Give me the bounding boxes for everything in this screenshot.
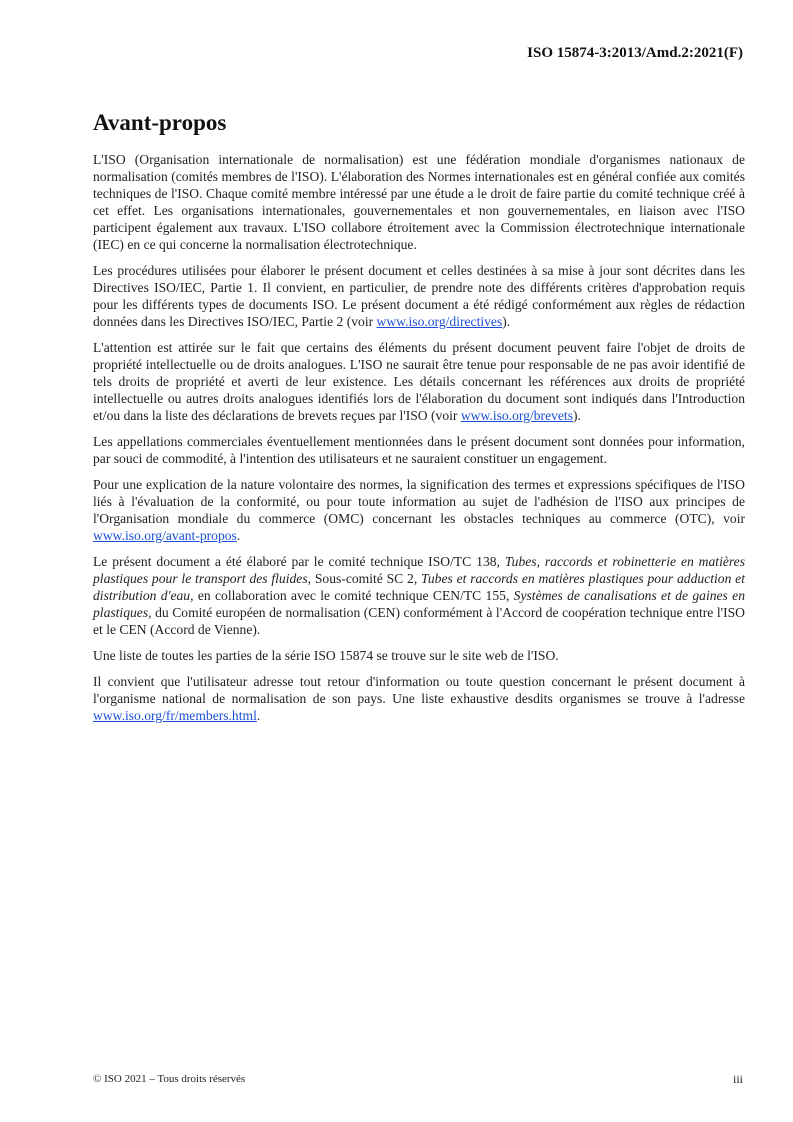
document-id-header: ISO 15874-3:2013/Amd.2:2021(F) (527, 45, 743, 61)
footer-copyright: © ISO 2021 – Tous droits réservés (93, 1073, 246, 1085)
foreword-body (93, 151, 745, 733)
subcommittee-title: Tubes et raccords en matières plastiques pour adduction et distribution d'eau, (93, 571, 745, 603)
paragraph-text: ). (573, 408, 581, 423)
paragraph-series-list: Une liste de toutes les parties de la série ISO 15874 se trouve sur le site web de l'ISO. (93, 648, 559, 663)
paragraph-text: en collaboration avec le comité technique CEN/TC 155, (193, 588, 514, 603)
link-avant-propos[interactable]: www.iso.org/avant-propos (93, 528, 237, 543)
page-title: Avant-propos (93, 110, 227, 135)
paragraph-iso-intro: L'ISO (Organisation internationale de normalisation) est une fédération mondiale d'organismes nationaux de normalisation (comités membres de l'ISO). L'élaboration des Normes internationales est en général confiée aux comités techniques de l'ISO. Chaque comité membre intéressé par une étude a le droit de faire partie du comité technique créé à cet effet. Les organisations internationales, gouvernementales et non gouvernementales, en liaison avec l'ISO participent également aux travaux. L'ISO collabore étroitement avec la Commission électrotechnique internationale (IEC) en ce qui concerne la normalisation électrotechnique. (93, 152, 745, 252)
paragraph-text: . (236, 528, 241, 543)
paragraph-text: , Sous-comité SC 2, (307, 571, 422, 586)
page-number: iii (732, 1072, 743, 1086)
paragraph-committee (93, 553, 745, 638)
committee-title: Tubes, raccords et robinetterie en matières plastiques pour le transport des fluides (93, 554, 745, 586)
paragraph-text: du Comité européen de normalisation (CEN) conformément à l'Accord de coopération technique entre l'ISO et le CEN (Accord de Vienne). (93, 605, 745, 637)
paragraph-patents (93, 339, 745, 424)
paragraph-voluntary-nature (93, 476, 745, 544)
paragraph-feedback (93, 673, 745, 724)
link-members[interactable]: www.iso.org/fr/members.html (93, 708, 257, 723)
link-directives[interactable]: www.iso.org/directives (376, 314, 503, 329)
link-brevets[interactable]: www.iso.org/brevets (460, 408, 573, 423)
paragraph-text: Le présent document a été élaboré par le comité technique ISO/TC 138, (93, 554, 505, 569)
paragraph-text: Pour une explication de la nature volontaire des normes, la signification des termes et expressions spécifiques de l'ISO liés à l'évaluation de la conformité, ou pour toute information au sujet de l'adhésion de l'ISO aux principes de l'Organisation mondiale du commerce (OMC) concernant les obstacles techniques au commerce (OTC), voir (93, 477, 745, 526)
cen-committee-title: Systèmes de canalisations et de gaines en plastiques, (93, 588, 745, 620)
paragraph-text: ). (502, 314, 511, 329)
paragraph-text: Les procédures utilisées pour élaborer le présent document et celles destinées à sa mise à jour sont décrites dans les Directives ISO/IEC, Partie 1. Il convient, en particulier, de prendre note des différents critères d'approbation requis pour les différents types de documents ISO. Le présent document a été rédigé conformément aux règles de rédaction données dans les Directives ISO/IEC, Partie 2 (voir (93, 263, 745, 329)
paragraph-text: . (256, 708, 261, 723)
paragraph-procedures (93, 262, 745, 330)
paragraph-text: Il convient que l'utilisateur adresse tout retour d'information ou toute question concernant le présent document à l'organisme national de normalisation de son pays. Une liste exhaustive desdits organismes se trouve à l'adresse (93, 674, 745, 706)
paragraph-text: L'attention est attirée sur le fait que certains des éléments du présent document peuvent faire l'objet de droits de propriété intellectuelle ou de droits analogues. L'ISO ne saurait être tenue pour responsable de ne pas avoir identifié de tels droits de propriété et averti de leur existence. Les détails concernant les références aux droits de propriété intellectuelle ou autres droits analogues identifiés lors de l'élaboration du document sont indiqués dans l'Introduction et/ou dans la liste des déclarations de brevets reçues par l'ISO (voir (93, 340, 745, 423)
paragraph-trade-names: Les appellations commerciales éventuellement mentionnées dans le présent document sont données pour information, par souci de commodité, à l'intention des utilisateurs et ne sauraient constituer un engagement. (93, 434, 745, 466)
